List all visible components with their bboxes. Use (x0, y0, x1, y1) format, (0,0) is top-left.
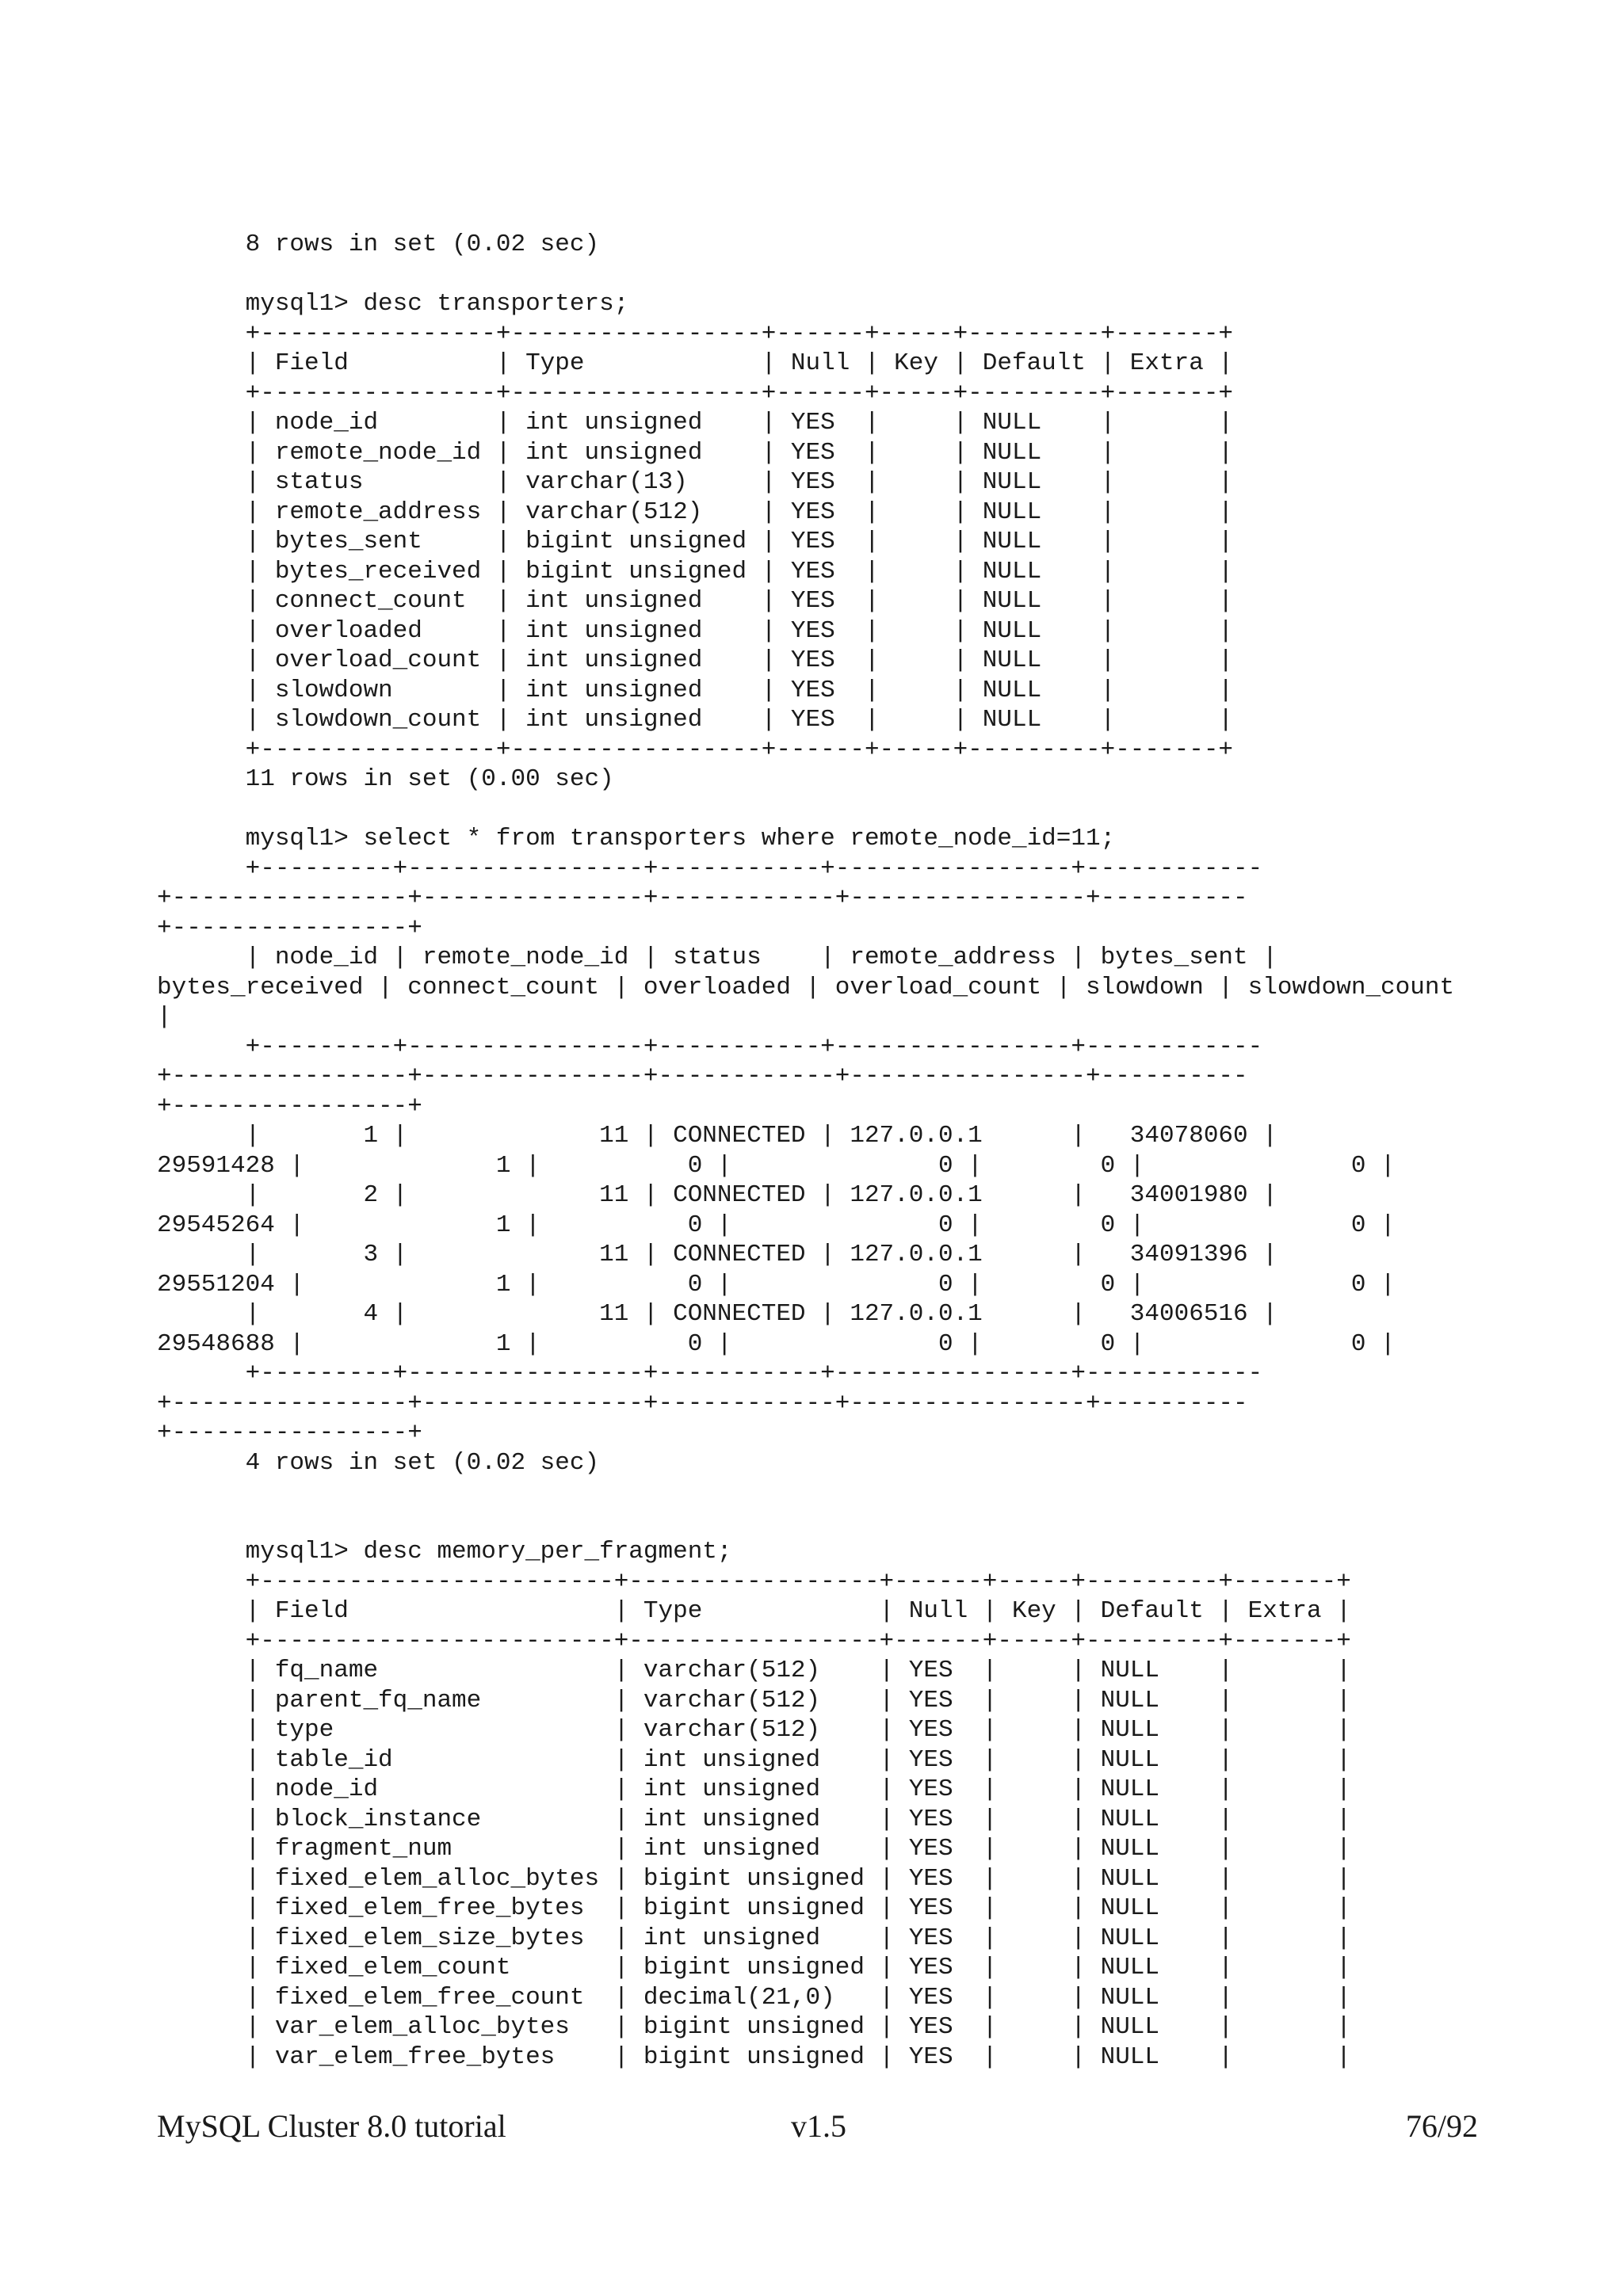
output-line: +----------------+---------------+------------+----------------+---------- (157, 1389, 1248, 1417)
output-line: mysql1> desc memory_per_fragment; (157, 1538, 732, 1566)
output-line: +------------------------+-----------------+------+-----+---------+-------+ (157, 1567, 1351, 1596)
output-line: mysql1> select * from transporters where remote_node_id=11; (157, 825, 1116, 852)
output-line: | (157, 1003, 172, 1031)
output-line: +----------------+-----------------+------+-----+---------+-------+ (157, 379, 1234, 407)
output-line: | Field | Type | Null | Key | Default | Extra | (157, 1597, 1351, 1625)
output-line: | slowdown | int unsigned | YES | | NULL | | (157, 676, 1234, 704)
output-line: | 1 | 11 | CONNECTED | 127.0.0.1 | 34078060 | (157, 1122, 1277, 1150)
output-line: 29551204 | 1 | 0 | 0 | 0 | 0 | (157, 1270, 1396, 1299)
output-line: | bytes_sent | bigint unsigned | YES | | NULL | | (157, 528, 1234, 555)
output-line (157, 795, 1454, 825)
output-line: | fixed_elem_free_bytes | bigint unsigned | YES | | NULL | | (157, 1894, 1351, 1922)
output-line: +------------------------+-----------------+------+-----+---------+-------+ (157, 1627, 1351, 1655)
output-line: | fixed_elem_alloc_bytes | bigint unsigned | YES | | NULL | | (157, 1864, 1351, 1893)
output-line: | slowdown_count | int unsigned | YES | | NULL | | (157, 706, 1234, 734)
output-line: | overload_count | int unsigned | YES | | NULL | | (157, 646, 1234, 674)
footer-page-number: 76/92 (1405, 2108, 1478, 2144)
output-line: | fixed_elem_free_count | decimal(21,0) | YES | | NULL | | (157, 1983, 1351, 2012)
output-line: 11 rows in set (0.00 sec) (157, 765, 614, 793)
output-line: | remote_node_id | int unsigned | YES | | NULL | | (157, 438, 1234, 467)
output-line: | var_elem_free_bytes | bigint unsigned | YES | | NULL | | (157, 2042, 1351, 2071)
output-line: +---------+----------------+-----------+----------------+------------ (157, 1360, 1263, 1387)
output-line: | type | varchar(512) | YES | | NULL | | (157, 1716, 1351, 1744)
output-line: +----------------+ (157, 1092, 422, 1120)
output-line: | overloaded | int unsigned | YES | | NULL | | (157, 616, 1234, 645)
output-line: | bytes_received | bigint unsigned | YES | | NULL | | (157, 557, 1234, 585)
output-line: 29548688 | 1 | 0 | 0 | 0 | 0 | (157, 1329, 1396, 1358)
terminal-output (157, 230, 1454, 2072)
output-line: +----------------+---------------+------------+----------------+---------- (157, 1062, 1248, 1090)
output-line: | node_id | remote_node_id | status | remote_address | bytes_sent | (157, 944, 1277, 971)
output-line: 4 rows in set (0.02 sec) (157, 1448, 600, 1477)
output-line: 29591428 | 1 | 0 | 0 | 0 | 0 | (157, 1151, 1396, 1180)
output-line: | 4 | 11 | CONNECTED | 127.0.0.1 | 34006516 | (157, 1300, 1277, 1328)
output-line: | fragment_num | int unsigned | YES | | NULL | | (157, 1835, 1351, 1863)
output-line (157, 1508, 1454, 1538)
output-line (157, 1478, 1454, 1508)
output-line: +---------+----------------+-----------+----------------+------------ (157, 854, 1263, 883)
output-line: 8 rows in set (0.02 sec) (157, 231, 600, 258)
output-line: | connect_count | int unsigned | YES | | NULL | | (157, 587, 1234, 615)
output-line: | table_id | int unsigned | YES | | NULL | | (157, 1745, 1351, 1774)
output-line: bytes_received | connect_count | overloaded | overload_count | slowdown | slowdown_count (157, 973, 1455, 1001)
output-line: | var_elem_alloc_bytes | bigint unsigned | YES | | NULL | | (157, 2013, 1351, 2041)
output-line: | Field | Type | Null | Key | Default | Extra | (157, 349, 1234, 377)
output-line: | fq_name | varchar(512) | YES | | NULL | | (157, 1657, 1351, 1684)
output-line: | status | varchar(13) | YES | | NULL | | (157, 468, 1234, 496)
output-line: mysql1> desc transporters; (157, 290, 629, 318)
output-line: +----------------+ (157, 1419, 422, 1447)
output-line: | block_instance | int unsigned | YES | | NULL | | (157, 1805, 1351, 1833)
output-line: | 2 | 11 | CONNECTED | 127.0.0.1 | 34001980 | (157, 1181, 1277, 1209)
output-line (157, 260, 1454, 290)
output-line: | fixed_elem_count | bigint unsigned | YES | | NULL | | (157, 1954, 1351, 1981)
output-line: +----------------+ (157, 913, 422, 942)
output-line: | parent_fq_name | varchar(512) | YES | | NULL | | (157, 1686, 1351, 1714)
output-line: +----------------+-----------------+------+-----+---------+-------+ (157, 735, 1234, 764)
output-line: +---------+----------------+-----------+----------------+------------ (157, 1032, 1263, 1061)
output-line: +----------------+-----------------+------+-----+---------+-------+ (157, 319, 1234, 348)
output-line: | 3 | 11 | CONNECTED | 127.0.0.1 | 34091396 | (157, 1241, 1277, 1268)
output-line: | node_id | int unsigned | YES | | NULL | | (157, 1775, 1351, 1803)
footer-version: v1.5 (791, 2108, 846, 2144)
output-line: | fixed_elem_size_bytes | int unsigned | YES | | NULL | | (157, 1924, 1351, 1952)
output-line: | remote_address | varchar(512) | YES | | NULL | | (157, 498, 1234, 526)
output-line: | node_id | int unsigned | YES | | NULL | | (157, 409, 1234, 437)
output-line: +----------------+---------------+------------+----------------+---------- (157, 884, 1248, 912)
output-line: 29545264 | 1 | 0 | 0 | 0 | 0 | (157, 1211, 1396, 1239)
footer-title: MySQL Cluster 8.0 tutorial (157, 2108, 506, 2144)
